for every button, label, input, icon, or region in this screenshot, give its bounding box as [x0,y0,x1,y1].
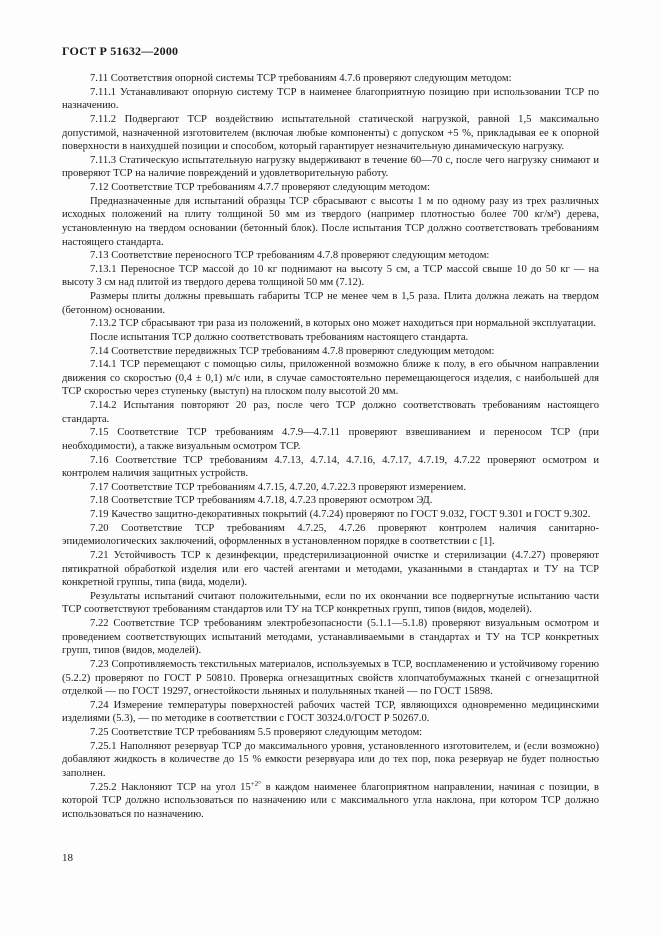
paragraph: Предназначенные для испытаний образцы ТСР сбрасывают с высоты 1 м по одному разу из трех различных исходных положений на плиту толщиной 50 мм из твердого (например плотностью более 700 кг/м³) дерева, установленную на твердом основании (бетонный блок). После испытания ТСР должно соответствовать требованиям настоящего стандарта. [62,195,599,248]
paragraph: 7.23 Сопротивляемость текстильных материалов, используемых в ТСР, воспламенению и устойчивому горению (5.2.2) проверяют по ГОСТ Р 50810. Проверка огнезащитных свойств хлопчатобумажных тканей с огнезащитной отделкой — по ГОСТ 19297, огнестойкости льняных и полульняных тканей — по ГОСТ 15898. [62,658,599,698]
paragraph-tilt-end: в каждом наименее благоприятном направлении, начиная с позиции, в которой ТСР должно использоваться по назначению или с максимального угла наклона, при котором ТСР должно использоваться по назначению. [62,781,599,820]
paragraph: 7.18 Соответствие ТСР требованиям 4.7.18, 4.7.23 проверяют осмотром ЭД. [90,495,433,507]
paragraph: 7.19 Качество защитно-декоративных покрытий (4.7.24) проверяют по ГОСТ 9.032, ГОСТ 9.301 и ГОСТ 9.302. [90,509,591,520]
paragraph: 7.11.2 Подвергают ТСР воздействию испытательной статической нагрузкой, равной 1,5 максимально допустимой, назначенной изготовителем (включая любые компоненты) с допуском +5 %, прикладывая ее к опорной поверхности в наихудшей позиции и способом, который гарантирует незначительную динамическую нагрузку. [62,113,599,153]
paragraph: 7.24 Измерение температуры поверхностей рабочих частей ТСР, являющихся одновременно медицинскими изделиями (5.3), — по методике в соответствии с ГОСТ 30324.0/ГОСТ Р 50267.0. [62,699,599,725]
paragraph: После испытания ТСР должно соответствовать требованиям настоящего стандарта. [90,331,469,343]
paragraph-tilt-start: 7.25.2 Наклоняют ТСР на угол 15 [90,781,251,793]
paragraph: 7.22 Соответствие ТСР требованиям электробезопасности (5.1.1—5.1.8) проверяют визуальным осмотром и проведением соответствующих испытаний методами, устанавливаемыми в стандартах и ТУ на ТСР конкретных групп, типов (видов, моделей). [62,618,599,657]
paragraph: 7.25 Соответствие ТСР требованиям 5.5 проверяют следующим методом: [90,727,423,738]
paragraph: 7.16 Соответствие ТСР требованиям 4.7.13, 4.7.14, 4.7.16, 4.7.17, 4.7.19, 4.7.22 проверяют осмотром и контролем наличия защитных устройств. [62,454,599,480]
paragraph: 7.11.3 Статическую испытательную нагрузку выдерживают в течение 60—70 с, после чего нагрузку снимают и проверяют ТСР на наличие повреждений и удовлетворительную работу. [62,154,599,180]
paragraph: 7.13 Соответствие переносного ТСР требованиям 4.7.8 проверяют следующим методом: [90,250,490,262]
paragraph: 7.15 Соответствие ТСР требованиям 4.7.9—4.7.11 проверяют взвешиванием и переносом ТСР (при необходимости), а также визуальным осмотром ТСР. [62,427,599,452]
paragraph: 7.12 Соответствие ТСР требованиям 4.7.7 проверяют следующим методом: [90,182,431,193]
angle-tolerance: +2° [250,779,261,788]
paragraph: 7.20 Соответствие ТСР требованиям 4.7.25, 4.7.26 проверяют контролем наличия санитарно-эпидемиологических заключений, оформленных в установленном порядке в соответствии с [1]. [62,522,599,548]
paragraph: 7.14 Соответствие передвижных ТСР требованиям 4.7.8 проверяют следующим методом: [90,345,495,357]
page-number: 18 [62,852,73,864]
paragraph: 7.11.1 Устанавливают опорную систему ТСР в наименее благоприятную позицию при использовании ТСР по назначению. [62,86,599,112]
paragraph: 7.21 Устойчивость ТСР к дезинфекции, предстерилизационной очистке и стерилизации (4.7.27) проверяют пятикратной обработкой изделия или его частей агентами и методами, указанными в стандартах и ТУ на ТСР конкретной группы, типа (вида, модели). [62,549,599,589]
paragraph: 7.25.1 Наполняют резервуар ТСР до максимального уровня, установленного изготовителем, и (если возможно) добавляют жидкость в количестве до 15 % емкости резервуара или до тех пор, пока резервуар не будет полностью заполнен. [62,740,599,779]
paragraph: Результаты испытаний считают положительными, если по их окончании все подвергнутые испытанию части ТСР соответствуют требованиям стандартов или ТУ на ТСР конкретных групп, типов (видов, моделей). [62,590,599,616]
paragraph: 7.14.2 Испытания повторяют 20 раз, после чего ТСР должно соответствовать требованиям настоящего стандарта. [62,400,599,425]
paragraph: 7.14.1 ТСР перемещают с помощью силы, приложенной возможно ближе к полу, в его обычном направлении движения со скоростью (0,4 ± 0,1) м/с или, в случае самостоятельно перемещающегося изделия, с наибольшей для ТСР скоростью через ступеньку (выступ) на плоском полу высотой 20 мм. [62,359,599,398]
document-body [62,72,599,821]
paragraph: 7.13.2 ТСР сбрасывают три раза из положений, в которых оно может находиться при нормальной эксплуатации. [90,318,596,330]
paragraph: 7.11 Соответствия опорной системы ТСР требованиям 4.7.6 проверяют следующим методом: [90,73,512,84]
paragraph: Размеры плиты должны превышать габариты ТСР не менее чем в 1,5 раза. Плита должна лежать на твердом (бетонном) основании. [62,291,599,316]
page-header: ГОСТ Р 51632—2000 [62,44,179,58]
paragraph-tilt [62,781,599,822]
paragraph: 7.13.1 Переносное ТСР массой до 10 кг поднимают на высоту 5 см, а ТСР массой свыше 10 до 50 кг — на высоту 3 см над плитой из твердого дерева толщиной 50 мм (7.12). [62,263,599,289]
paragraph: 7.17 Соответствие ТСР требованиям 4.7.15, 4.7.20, 4.7.22.3 проверяют измерением. [90,481,467,493]
